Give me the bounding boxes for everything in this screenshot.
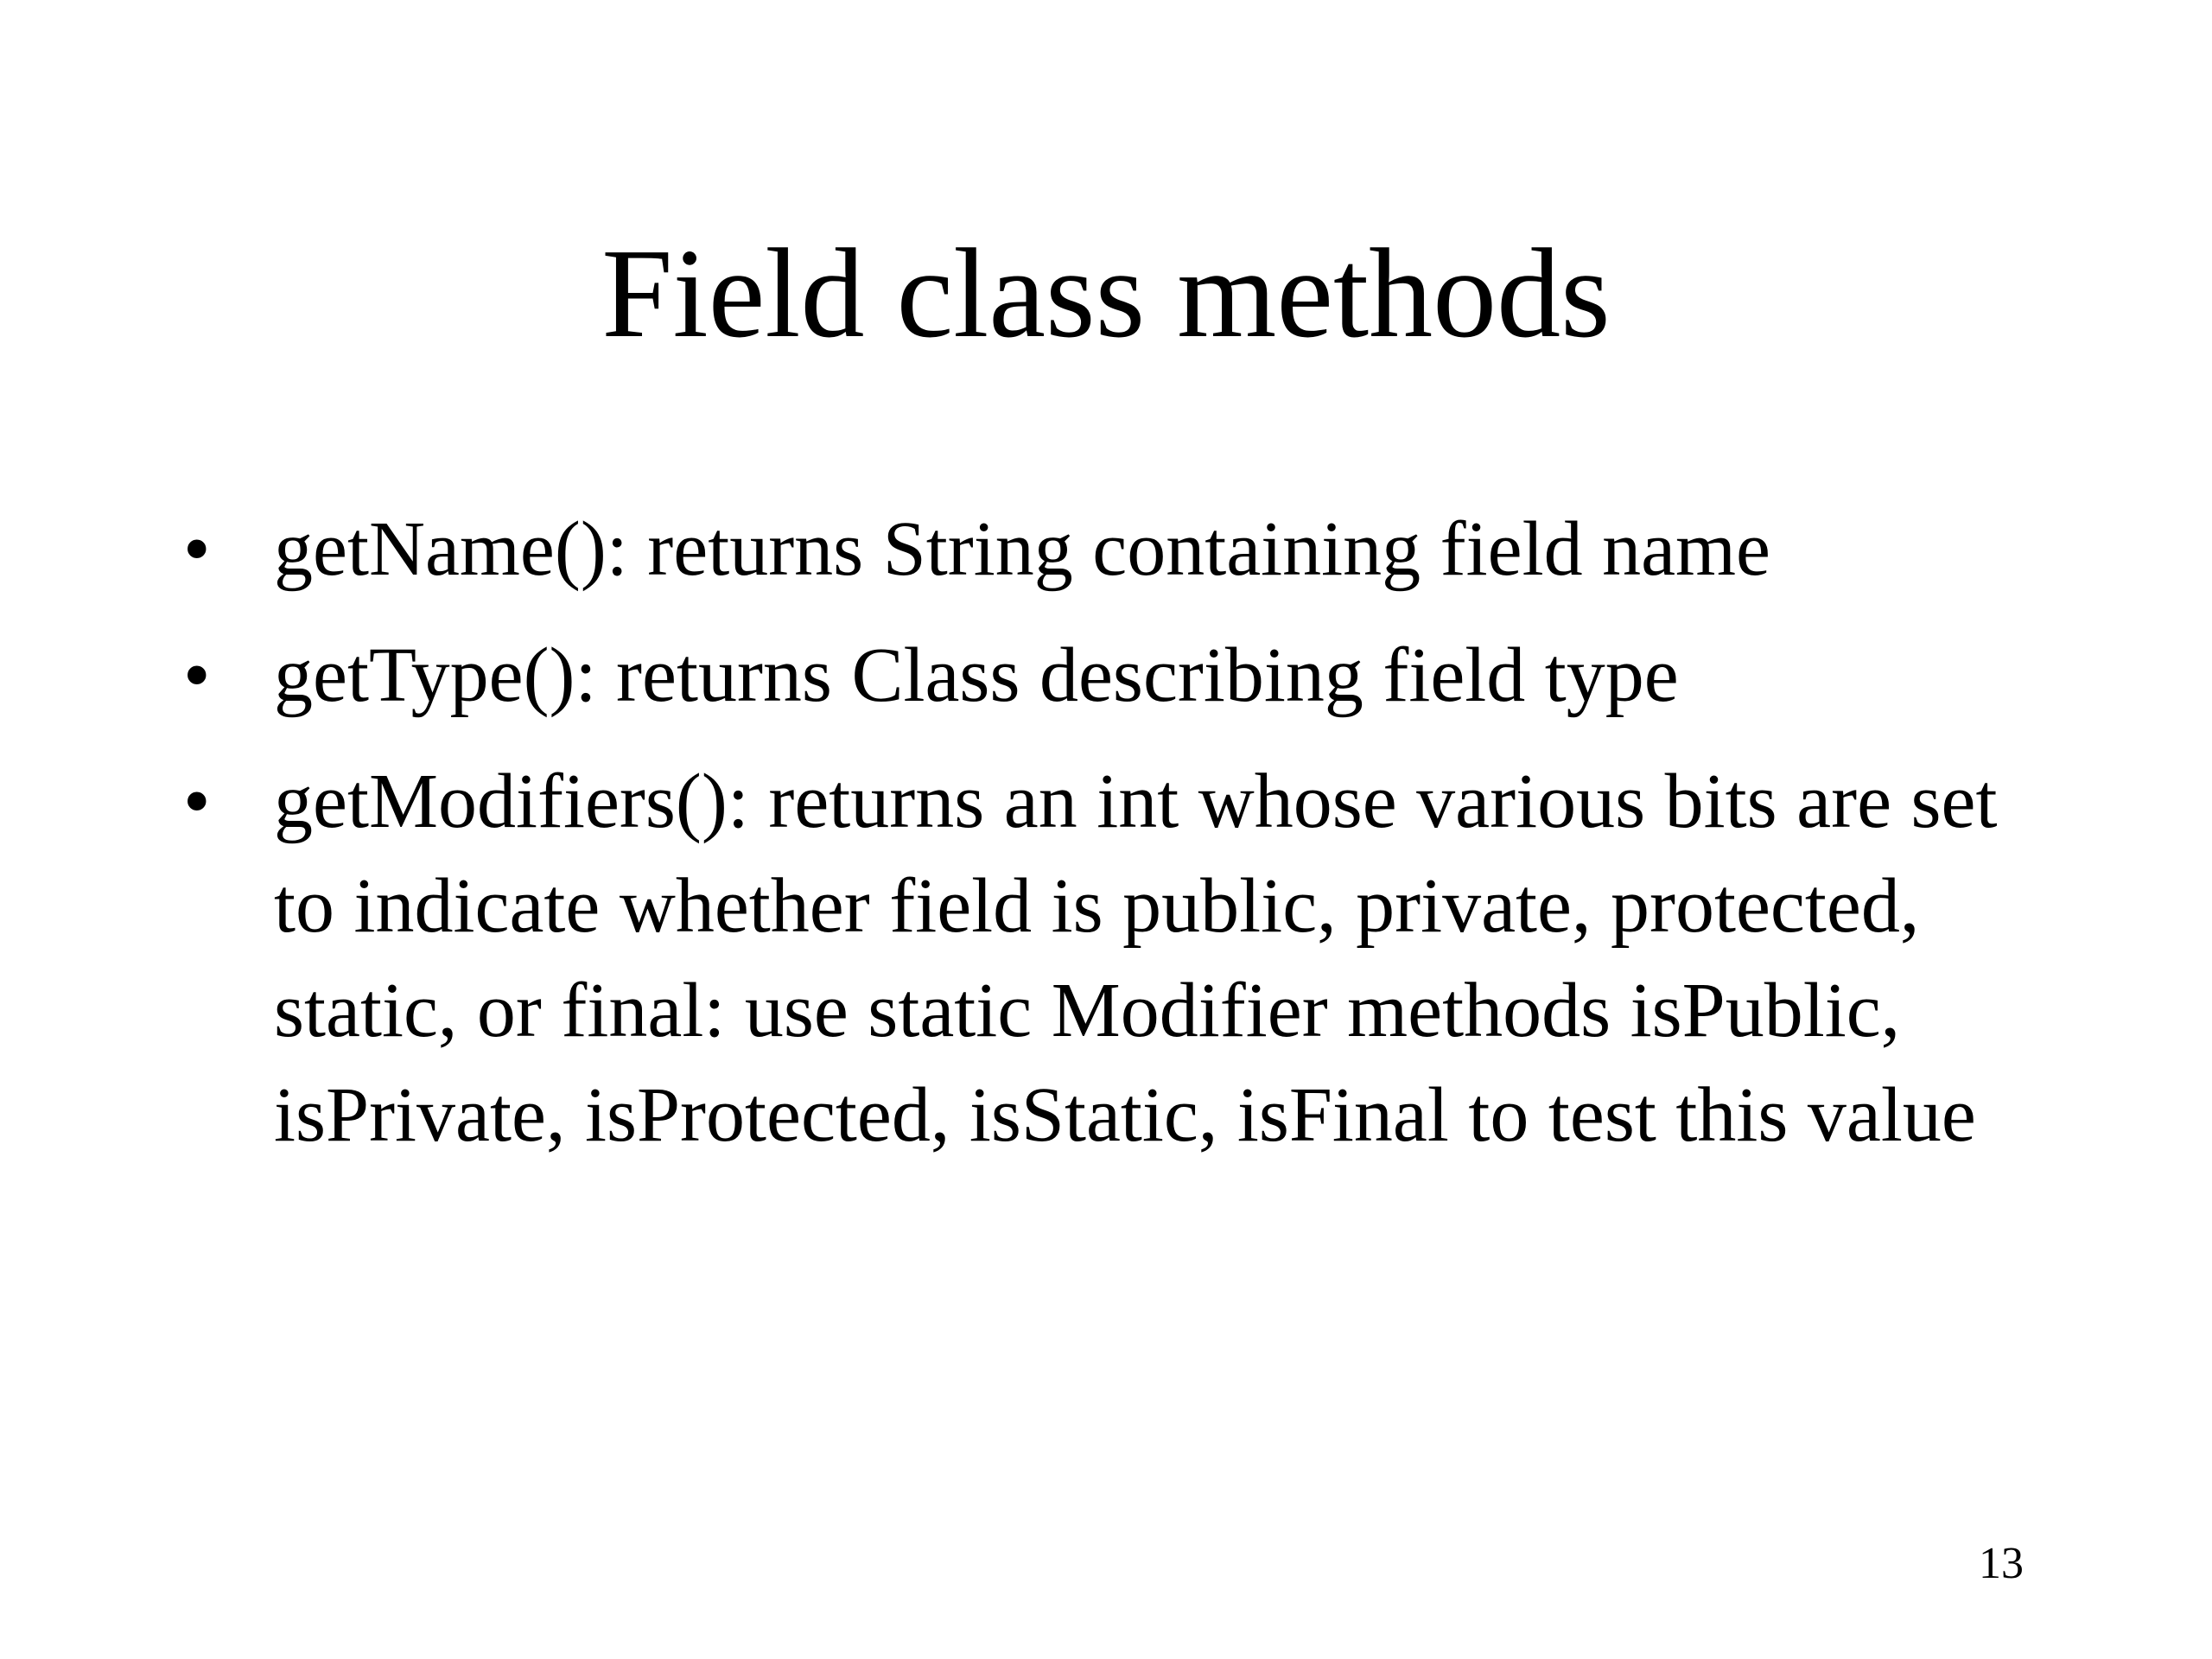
bullet-marker: • [183, 632, 211, 718]
bullet-marker: • [183, 759, 211, 844]
bullet-list [183, 497, 2041, 1189]
list-item [183, 623, 2041, 728]
list-item [183, 497, 2041, 601]
bullet-text-get-type: getType(): returns Class describing field type [274, 632, 1679, 718]
list-item [183, 749, 2041, 1167]
bullet-marker: • [183, 506, 211, 592]
page-number: 13 [1979, 1539, 2024, 1588]
bullet-text-get-modifiers: getModifiers(): returns an int whose various bits are set to indicate whether field is public, private, protected, static, or final: use static Modifier methods isPublic, isPrivate, isProtected, isStatic, isFinal to test this value [274, 759, 1998, 1158]
bullet-text-get-name: getName(): returns String containing field name [274, 506, 1770, 592]
slide-title: Field class methods [601, 223, 1611, 365]
